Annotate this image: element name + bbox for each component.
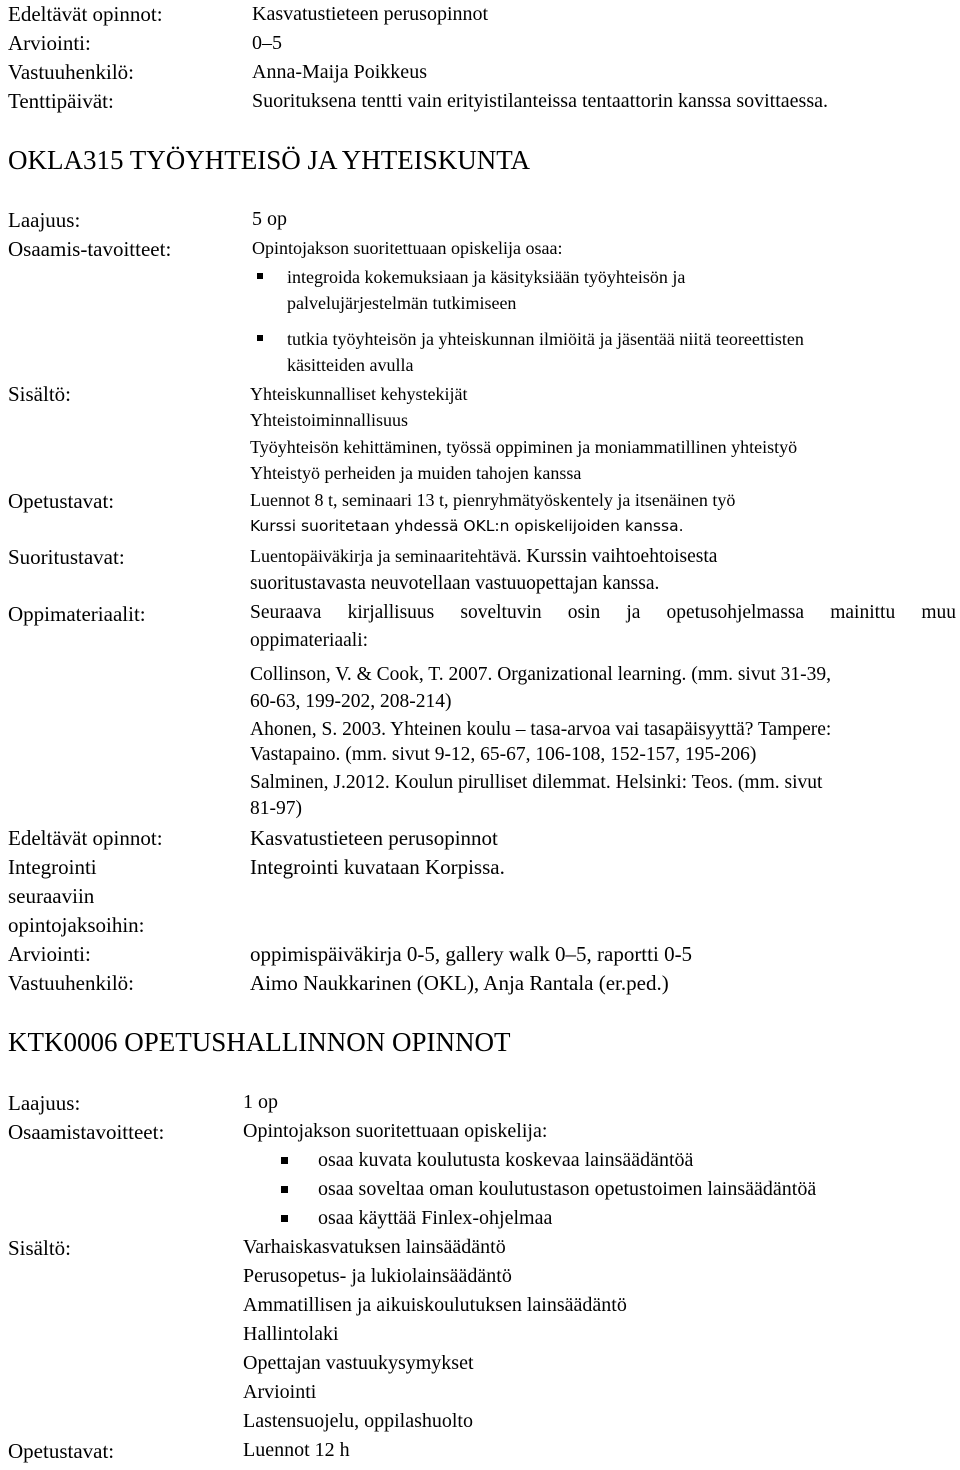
okla-vastuuhenkilo-value: Aimo Naukkarinen (OKL), Anja Rantala (er.ped.) — [250, 971, 669, 995]
okla-osaamis-label: Osaamis-tavoitteet: — [8, 237, 172, 261]
bullet-square-icon — [257, 335, 263, 341]
ktk-sisalto-line: Perusopetus- ja lukiolainsäädäntö — [243, 1265, 512, 1287]
okla-osaamis-bullet-2b: käsitteiden avulla — [287, 355, 414, 375]
top-vastuuhenkilo-value: Anna-Maija Poikkeus — [252, 61, 427, 83]
okla-sisalto-line: Yhteistyö perheiden ja muiden tahojen kanssa — [250, 463, 582, 483]
okla-suoritustavat-c: suoritustavasta neuvotellaan vastuuopettajan kanssa. — [250, 573, 660, 594]
okla-opetustavat-label: Opetustavat: — [8, 489, 115, 513]
bullet-square-icon — [281, 1215, 288, 1222]
okla-arviointi-label: Arviointi: — [8, 942, 91, 966]
okla-osaamis-bullet-2a: tutkia työyhteisön ja yhteiskunnan ilmiöitä ja jäsentää niitä teoreettisten — [287, 329, 804, 349]
okla-sisalto-label: Sisältö: — [8, 382, 72, 406]
okla-edeltavat-value: Kasvatustieteen perusopinnot — [250, 826, 498, 850]
okla-sisalto-line: Yhteiskunnalliset kehystekijät — [250, 384, 468, 404]
okla-oppimateriaalit-intro — [250, 602, 956, 624]
okla-reference-line: 60-63, 199-202, 208-214) — [250, 691, 452, 712]
top-tenttipaivat-label: Tenttipäivät: — [8, 89, 114, 113]
ktk-osaamis-bullet: osaa soveltaa oman koulutustason opetustoimen lainsäädäntöä — [318, 1178, 817, 1200]
okla-oppimateriaalit-intro-2: oppimateriaali: — [250, 630, 369, 651]
okla-opetustavat-line: Luennot 8 t, seminaari 13 t, pienryhmätyöskentely ja itsenäinen työ — [250, 490, 736, 510]
okla-reference-line: Salminen, J.2012. Koulun pirulliset dilemmat. Helsinki: Teos. (mm. sivut — [250, 772, 823, 793]
ktk-sisalto-line: Hallintolaki — [243, 1323, 339, 1345]
okla-integrointi-label-1: Integrointi — [8, 855, 97, 879]
ktk-osaamis-intro: Opintojakson suoritettuaan opiskelija: — [243, 1120, 548, 1142]
okla-osaamis-intro: Opintojakson suoritettuaan opiskelija osaa: — [252, 238, 563, 258]
okla-integrointi-label-3: opintojaksoihin: — [8, 913, 145, 937]
okla-osaamis-bullet-1b: palvelujärjestelmän tutkimiseen — [287, 293, 517, 313]
intro-word: kirjallisuus — [347, 602, 435, 623]
intro-word: ja — [626, 602, 641, 623]
ktk-opetustavat-label: Opetustavat: — [8, 1439, 115, 1463]
bullet-square-icon — [257, 273, 263, 279]
okla-suoritustavat-label: Suoritustavat: — [8, 545, 125, 569]
bullet-square-icon — [281, 1157, 288, 1164]
top-arviointi-value: 0–5 — [252, 32, 282, 54]
intro-word: soveltuvin — [460, 602, 542, 623]
ktk-sisalto-line: Arviointi — [243, 1381, 317, 1403]
intro-word: mainittu — [830, 602, 896, 623]
intro-word: Seuraava — [250, 602, 322, 623]
bullet-square-icon — [281, 1186, 288, 1193]
intro-word: osin — [567, 602, 601, 623]
okla-reference-line: 81-97) — [250, 798, 302, 819]
ktk-osaamis-label: Osaamistavoitteet: — [8, 1120, 165, 1144]
okla-sisalto-line: Työyhteisön kehittäminen, työssä oppiminen ja moniammatillinen yhteistyö — [250, 437, 798, 457]
okla-edeltavat-label: Edeltävät opinnot: — [8, 826, 163, 850]
ktk-sisalto-line: Ammatillisen ja aikuiskoulutuksen lainsäädäntö — [243, 1294, 627, 1316]
okla-opetustavat-line: Kurssi suoritetaan yhdessä OKL:n opiskelijoiden kanssa. — [250, 517, 684, 535]
okla-arviointi-value: oppimispäiväkirja 0-5, gallery walk 0–5, raportti 0-5 — [250, 942, 693, 966]
okla-suoritustavat-b: Kurssin vaihtoehtoisesta — [521, 546, 718, 567]
okla315-title: OKLA315 TYÖYHTEISÖ JA YHTEISKUNTA — [8, 145, 531, 175]
top-vastuuhenkilo-label: Vastuuhenkilö: — [8, 60, 134, 84]
okla-suoritustavat-value — [250, 546, 717, 568]
top-tenttipaivat-value: Suorituksena tentti vain erityistilanteissa tentaattorin kanssa sovittaessa. — [252, 90, 828, 112]
okla-integrointi-value: Integrointi kuvataan Korpissa. — [250, 855, 505, 879]
okla-laajuus-value: 5 op — [252, 208, 287, 230]
intro-word: muu — [921, 602, 956, 623]
ktk-sisalto-line: Opettajan vastuukysymykset — [243, 1352, 474, 1374]
okla-suoritustavat-a: Luentopäiväkirja ja seminaaritehtävä. — [250, 546, 522, 566]
intro-word: opetusohjelmassa — [666, 602, 805, 623]
ktk0006-title: KTK0006 OPETUSHALLINNON OPINNOT — [8, 1027, 511, 1057]
top-arviointi-label: Arviointi: — [8, 31, 91, 55]
okla-laajuus-label: Laajuus: — [8, 208, 81, 232]
okla-osaamis-bullet-1a: integroida kokemuksiaan ja käsityksiään työyhteisön ja — [287, 267, 686, 287]
ktk-opetustavat-value: Luennot 12 h — [243, 1439, 350, 1461]
ktk-laajuus-value: 1 op — [243, 1091, 278, 1113]
ktk-osaamis-bullet: osaa käyttää Finlex-ohjelmaa — [318, 1207, 553, 1229]
okla-reference-line: Ahonen, S. 2003. Yhteinen koulu – tasa-arvoa vai tasapäisyyttä? Tampere: — [250, 719, 832, 740]
okla-integrointi-label-2: seuraaviin — [8, 884, 95, 908]
ktk-sisalto-label: Sisältö: — [8, 1236, 72, 1260]
ktk-osaamis-bullet: osaa kuvata koulutusta koskevaa lainsäädäntöä — [318, 1149, 694, 1171]
okla-vastuuhenkilo-label: Vastuuhenkilö: — [8, 971, 134, 995]
okla-reference-line: Vastapaino. (mm. sivut 9-12, 65-67, 106-108, 152-157, 195-206) — [250, 744, 757, 765]
ktk-laajuus-label: Laajuus: — [8, 1091, 81, 1115]
top-edeltavat-value: Kasvatustieteen perusopinnot — [252, 3, 489, 25]
okla-reference-line: Collinson, V. & Cook, T. 2007. Organizational learning. (mm. sivut 31-39, — [250, 664, 832, 685]
okla-oppimateriaalit-label: Oppimateriaalit: — [8, 602, 146, 626]
top-edeltavat-label: Edeltävät opinnot: — [8, 2, 163, 26]
ktk-sisalto-line: Varhaiskasvatuksen lainsäädäntö — [243, 1236, 506, 1258]
ktk-sisalto-line: Lastensuojelu, oppilashuolto — [243, 1410, 473, 1432]
okla-sisalto-line: Yhteistoiminnallisuus — [250, 410, 409, 430]
